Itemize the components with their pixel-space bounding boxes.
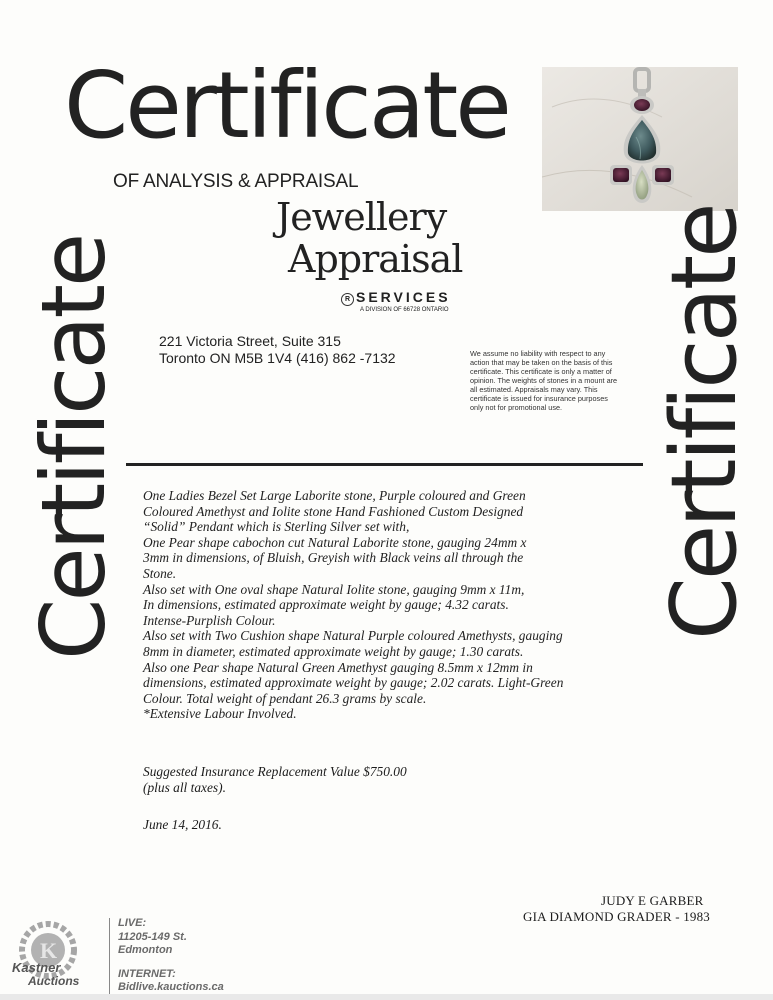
- certificate-title: Certificate: [64, 52, 509, 159]
- appraiser-name: JUDY E GARBER: [601, 893, 704, 908]
- liability-disclaimer: We assume no liability with respect to any action that may be taken on the basis of this certificate. This certificate is only a matter of opinion. The weights of stones in a mount are all estimated. Appraisals may vary. This certificate is issued for insurance purposes only not for promotional use.: [470, 349, 618, 412]
- description-line: In dimensions, estimated approximate weight by gauge; 4.32 carats.: [143, 597, 509, 613]
- watermark-logo-line2: Auctions: [28, 974, 80, 988]
- description-line: One Ladies Bezel Set Large Laborite stone, Purple coloured and Green: [143, 488, 526, 503]
- description-line: Intense-Purplish Colour.: [143, 612, 276, 628]
- certificate-subtitle: OF ANALYSIS & APPRAISAL: [113, 171, 359, 192]
- description-line: 3mm in dimensions, of Bluish, Greyish with Black veins all through the: [143, 550, 524, 566]
- brand-services: [341, 289, 451, 306]
- svg-text:K: K: [40, 938, 58, 963]
- side-title-left: Certificate: [22, 235, 125, 660]
- services-label: SERVICES: [356, 289, 451, 305]
- replacement-value: Suggested Insurance Replacement Value $750.00: [143, 764, 407, 779]
- brand-division: A DIVISION OF 66728 ONTARIO: [360, 307, 449, 313]
- watermark-live-label: LIVE:: [118, 917, 147, 929]
- description-line: Stone.: [143, 565, 177, 581]
- side-title-right: Certificate: [652, 205, 757, 640]
- description-line: dimensions, estimated approximate weight by gauge; 2.02 carats. Light-Green: [143, 675, 564, 691]
- watermark-internet-label: INTERNET:: [118, 968, 176, 980]
- watermark-live-address1: 11205-149 St.: [118, 931, 187, 943]
- appraisal-date: June 14, 2016.: [143, 817, 222, 832]
- watermark-live-address2: Edmonton: [118, 944, 173, 956]
- scan-edge: [0, 994, 773, 1000]
- description-line: 8mm in diameter, estimated approximate weight by gauge; 1.30 carats.: [143, 643, 524, 659]
- divider-line: [126, 463, 643, 466]
- registered-mark-icon: R: [341, 293, 354, 306]
- brand-line-jewellery: Jewellery: [276, 195, 447, 239]
- brand-line-appraisal: Appraisal: [288, 237, 463, 281]
- item-description: [143, 488, 643, 722]
- appraiser-credential: GIA DIAMOND GRADER - 1983: [523, 909, 710, 924]
- watermark-internet-url: Bidlive.kauctions.ca: [118, 981, 224, 993]
- description-line: Also one Pear shape Natural Green Amethyst gauging 8.5mm x 12mm in: [143, 659, 533, 675]
- description-line: Colour. Total weight of pendant 26.3 grams by scale.: [143, 690, 427, 706]
- tax-note: (plus all taxes).: [143, 780, 226, 795]
- description-line: Coloured Amethyst and Iolite stone Hand Fashioned Custom Designed: [143, 503, 524, 519]
- watermark-logo-line1: Kastner: [12, 960, 61, 975]
- address-city-phone: Toronto ON M5B 1V4 (416) 862 -7132: [159, 350, 396, 366]
- description-line: *Extensive Labour Involved.: [143, 706, 297, 722]
- description-line: One Pear shape cabochon cut Natural Laborite stone, gauging 24mm x: [143, 534, 527, 550]
- description-line: Also set with One oval shape Natural Iolite stone, gauging 9mm x 11m,: [143, 581, 525, 597]
- address-street: 221 Victoria Street, Suite 315: [159, 333, 341, 349]
- description-line: Also set with Two Cushion shape Natural Purple coloured Amethysts, gauging: [143, 628, 563, 644]
- description-line: “Solid” Pendant which is Sterling Silver set with,: [143, 519, 410, 535]
- pendant-photo: [542, 67, 738, 211]
- watermark-divider: [109, 918, 110, 994]
